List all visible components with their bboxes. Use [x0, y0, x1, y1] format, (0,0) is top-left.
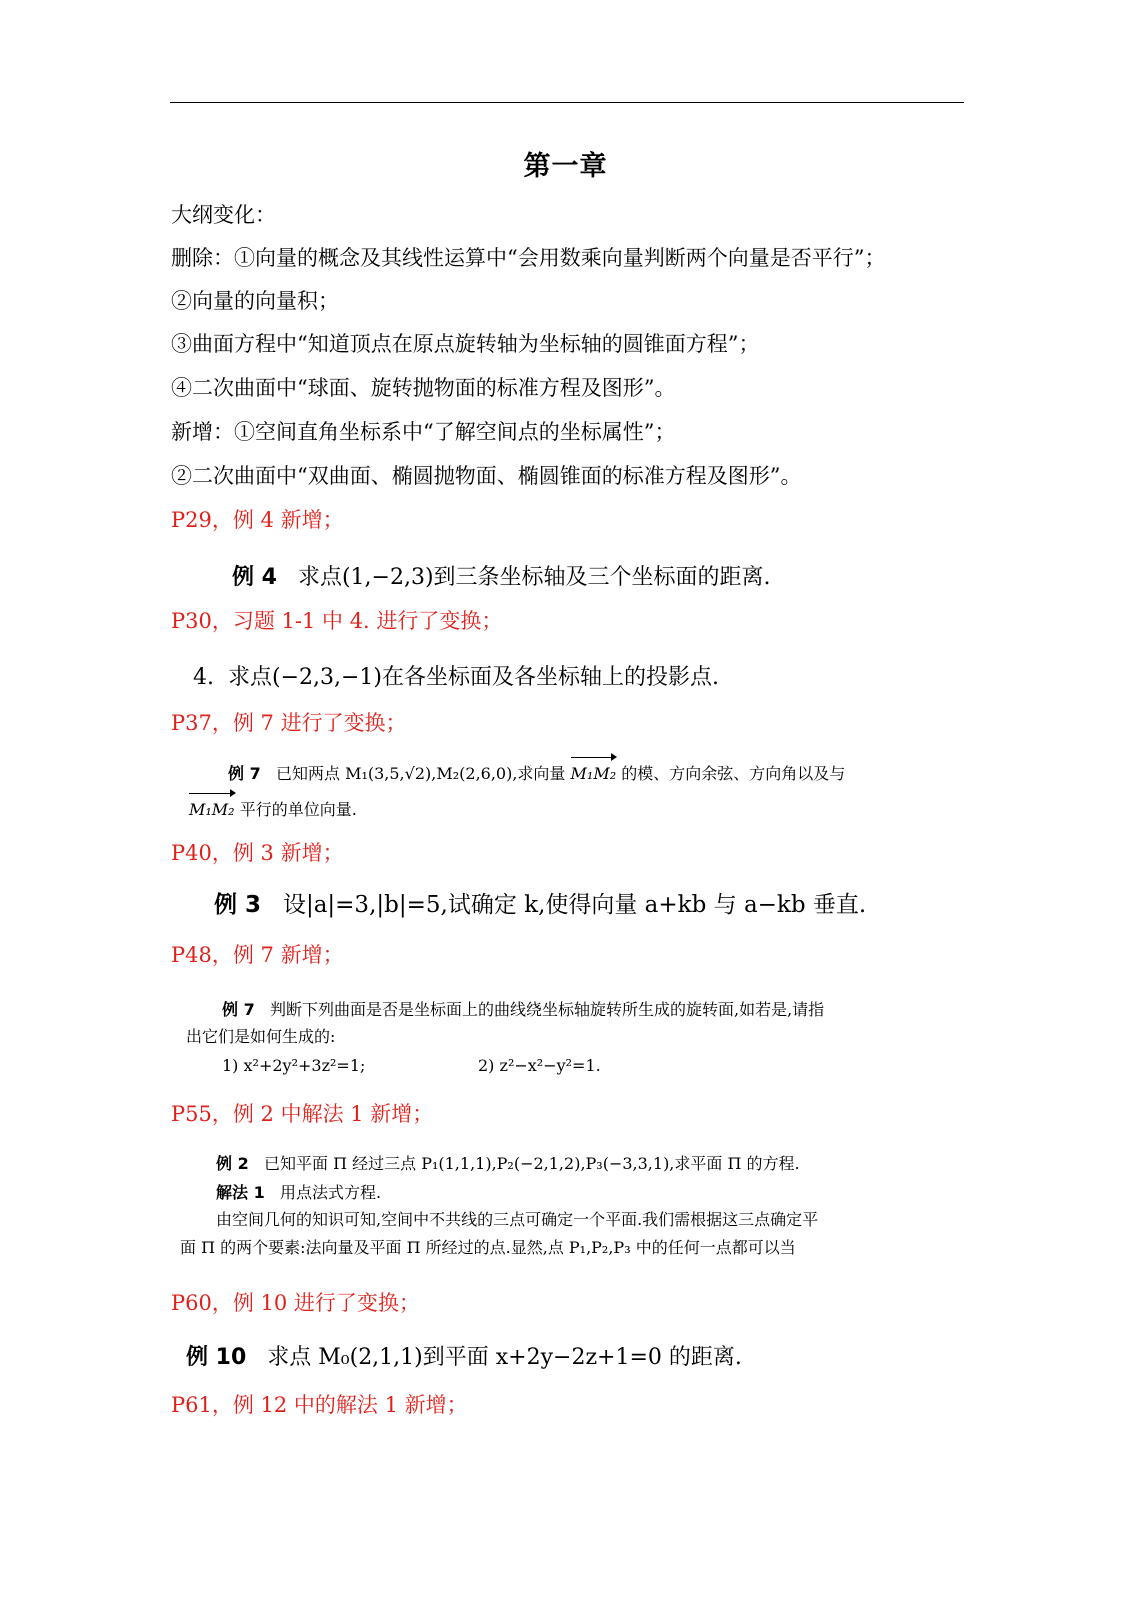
addition-line-1: 新增：①空间直角坐标系中“了解空间点的坐标属性”； [171, 420, 676, 444]
deletion-line-1: 删除：①向量的概念及其线性运算中“会用数乘向量判断两个向量是否平行”； [171, 246, 886, 270]
header-rule [170, 102, 964, 103]
deletion-line-2: ②向量的向量积； [171, 289, 339, 313]
example-7-vector-part3: 平行的单位向量. [239, 800, 357, 819]
outline-heading: 大纲变化： [171, 203, 276, 227]
example-7-surface-label: 例 7 [222, 1000, 255, 1019]
vector-m1m2-symbol-2: M₁M₂ [189, 796, 235, 823]
example-4-label: 例 4 [232, 565, 277, 590]
note-p40: P40，例 3 新增； [171, 841, 344, 865]
example-4-scan [232, 560, 771, 591]
example-4-text: 求点(1,−2,3)到三条坐标轴及三个坐标面的距离. [297, 565, 771, 590]
example-3-label: 例 3 [214, 892, 262, 918]
example-3-scan [214, 886, 866, 919]
example-7-surface-item2: 2) z²−x²−y²=1. [478, 1056, 601, 1075]
note-p60: P60，例 10 进行了变换； [171, 1291, 420, 1315]
example-7-surface-line1 [222, 996, 824, 1023]
example-10-label: 例 10 [186, 1345, 247, 1370]
addition-line-2: ②二次曲面中“双曲面、椭圆抛物面、椭圆锥面的标准方程及图形”。 [171, 464, 802, 488]
example-7-surface-line2: 出它们是如何生成的: [186, 1027, 336, 1046]
note-p61: P61，例 12 中的解法 1 新增； [171, 1393, 468, 1417]
note-p30: P30，习题 1-1 中 4. 进行了变换； [171, 609, 503, 633]
deletion-line-3: ③曲面方程中“知道顶点在原点旋转轴为坐标轴的圆锥面方程”； [171, 332, 760, 356]
note-p29: P29，例 4 新增； [171, 508, 344, 532]
chapter-title: 第一章 [523, 151, 608, 182]
example-7-surface-item1: 1) x²+2y²+3z²=1; [222, 1056, 366, 1075]
example-7-vector-part1: 已知两点 M₁(3,5,√2),M₂(2,6,0),求向量 [275, 764, 566, 783]
example-7-vector-label: 例 7 [228, 764, 261, 783]
example-2-line4: 面 Π 的两个要素:法向量及平面 Π 所经过的点.显然,点 P₁,P₂,P₃ 中的任何一点都可以当 [180, 1238, 796, 1257]
exercise-4-text: 求点(−2,3,−1)在各坐标面及各坐标轴上的投影点. [228, 665, 720, 690]
example-2-method-label: 解法 1 [216, 1183, 265, 1202]
example-2-method-text: 用点法式方程. [279, 1183, 382, 1202]
example-2-line1 [216, 1150, 800, 1177]
deletion-line-4: ④二次曲面中“球面、旋转抛物面的标准方程及图形”。 [171, 376, 676, 400]
example-7-vector-part2: 的模、方向余弦、方向角以及与 [621, 764, 846, 783]
vector-m1m2-symbol: M₁M₂ [571, 760, 617, 787]
example-3-text: 设|a|=3,|b|=5,试确定 k,使得向量 a+kb 与 a−kb 垂直. [282, 892, 867, 918]
exercise-4-label: 4. [193, 665, 214, 690]
note-p55: P55，例 2 中解法 1 新增； [171, 1102, 434, 1126]
note-p48: P48，例 7 新增； [171, 943, 344, 967]
example-10-text: 求点 M₀(2,1,1)到平面 x+2y−2z+1=0 的距离. [267, 1345, 742, 1370]
example-10-scan [186, 1340, 742, 1371]
example-7-vector-scan-line2 [189, 796, 357, 823]
example-7-vector-scan-line1 [228, 760, 845, 787]
example-7-surface-text1: 判断下列曲面是否是坐标面上的曲线绕坐标轴旋转所生成的旋转面,如若是,请指 [269, 1000, 825, 1019]
note-p37: P37，例 7 进行了变换； [171, 711, 407, 735]
example-2-line3: 由空间几何的知识可知,空间中不共线的三点可确定一个平面.我们需根据这三点确定平 [216, 1210, 819, 1229]
example-2-label: 例 2 [216, 1154, 249, 1173]
example-2-line2 [216, 1179, 381, 1206]
exercise-4-scan [193, 660, 719, 691]
example-2-text1: 已知平面 Π 经过三点 P₁(1,1,1),P₂(−2,1,2),P₃(−3,3,1),求平面 Π 的方程. [263, 1154, 800, 1173]
